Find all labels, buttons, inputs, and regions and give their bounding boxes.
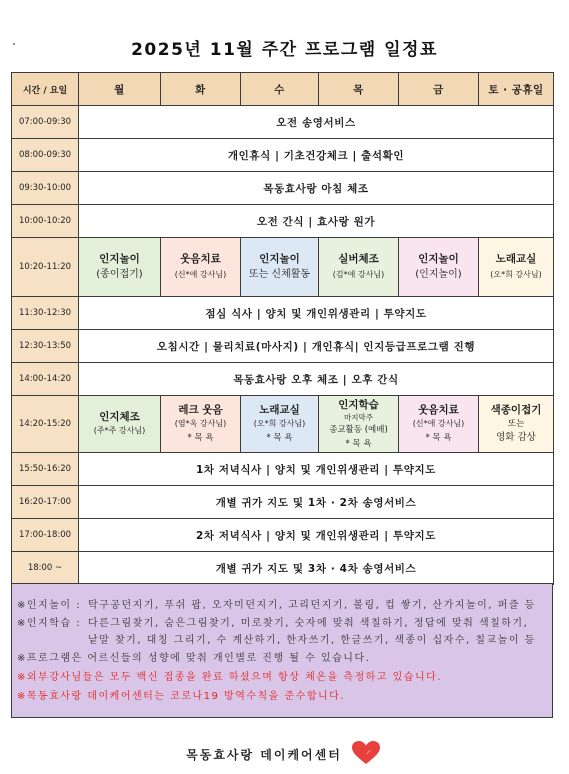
activity-cell: 개별 귀가 지도 및 3차 · 4차 송영서비스	[79, 552, 554, 585]
activity-cell: 오전 송영서비스	[79, 106, 554, 139]
program-detail: 영화 감상	[496, 432, 536, 443]
header-day-sat-holiday: 토 · 공휴일	[479, 73, 554, 106]
program-detail: 또는 신체활동	[248, 269, 311, 280]
time-cell: 11:30-12:30	[12, 297, 79, 330]
program-cell-sat	[479, 238, 554, 297]
program-title: 노래교실	[259, 404, 300, 416]
program-cell-thu	[319, 396, 399, 453]
program-detail: (종이접기)	[96, 269, 143, 280]
schedule-row	[12, 519, 554, 552]
heart-logo-icon	[352, 741, 380, 765]
schedule-row	[12, 172, 554, 205]
time-cell: 08:00-09:30	[12, 139, 79, 172]
notes-box	[11, 583, 553, 718]
activity-cell: 오전 간식 | 효사랑 원가	[79, 205, 554, 238]
center-name: 목동효사랑 데이케어센터	[186, 748, 342, 762]
header-day-tue: 화	[161, 73, 241, 106]
note-cognitive-learning	[17, 615, 548, 650]
activity-cell: 오침시간 | 물리치료(마사지) | 개인휴식| 인지등급프로그램 진행	[79, 330, 554, 363]
time-cell: 14:00-14:20	[12, 363, 79, 396]
program-instructor: (신*애 강사님)	[412, 419, 465, 428]
note-text: 낱말 찾기, 대칭 그리기, 수 계산하기, 한자쓰기, 한글쓰기, 색종이 십자수, 칠교놀이 등	[88, 635, 536, 646]
header-row	[12, 73, 554, 106]
note-cognitive-play	[17, 597, 548, 615]
activity-cell: 2차 저녁식사 | 양치 및 개인위생관리 | 투약지도	[79, 519, 554, 552]
program-instructor: (김*애 강사님)	[332, 270, 385, 279]
weekly-schedule-table	[11, 72, 554, 585]
program-cell-thu	[319, 238, 399, 297]
program-instructor: (염*옥 강사님)	[174, 419, 227, 428]
header-time-label: 시간 / 요일	[12, 73, 79, 106]
activity-cell: 점심 식사 | 양치 및 개인위생관리 | 투약지도	[79, 297, 554, 330]
time-cell: 10:00-10:20	[12, 205, 79, 238]
activity-cell: 1차 저녁식사 | 양치 및 개인위생관리 | 투약지도	[79, 453, 554, 486]
page-title: 2025년 11월 주간 프로그램 일정표	[131, 40, 438, 60]
program-title: 인지놀이	[99, 253, 140, 265]
schedule-row	[12, 106, 554, 139]
time-cell: 18:00 ~	[12, 552, 79, 585]
note-label: ※인지놀이 :	[17, 600, 82, 611]
program-cell-tue	[161, 238, 241, 297]
time-cell: 10:20-11:20	[12, 238, 79, 297]
program-bath-note: * 목 욕	[425, 433, 452, 443]
schedule-row-programs-morning	[12, 238, 554, 297]
schedule-row	[12, 205, 554, 238]
activity-cell: 목동효사랑 아침 체조	[79, 172, 554, 205]
note-label: ※인지학습 :	[17, 617, 82, 629]
program-cell-fri	[399, 396, 479, 453]
time-cell: 16:20-17:00	[12, 486, 79, 519]
program-title: 인지놀이	[418, 253, 459, 265]
header-day-thu: 목	[319, 73, 399, 106]
program-detail: 또는	[507, 419, 525, 429]
time-cell: 12:30-13:50	[12, 330, 79, 363]
note-covid-alert: ※목동효사랑 데이케어센터는 코로나19 방역수칙을 준수합니다.	[17, 690, 345, 702]
schedule-row	[12, 139, 554, 172]
program-title: 실버체조	[338, 253, 379, 265]
program-title: 노래교실	[495, 253, 537, 265]
note-program: ※프로그램은 어르신들의 성향에 맞춰 개인별로 진행 될 수 있습니다.	[17, 652, 371, 664]
program-cell-mon	[79, 396, 161, 453]
program-cell-mon	[79, 238, 161, 297]
program-title: 웃음치료	[180, 253, 221, 265]
schedule-row-programs-afternoon	[12, 396, 554, 453]
activity-cell: 목동효사랑 오후 체조 | 오후 간식	[79, 363, 554, 396]
activity-cell: 개별 귀가 지도 및 1차 · 2차 송영서비스	[79, 486, 554, 519]
program-instructor: (주*주 강사님)	[93, 426, 146, 435]
program-title: 인지학습	[338, 398, 379, 411]
program-title: 웃음치료	[418, 404, 459, 416]
schedule-row	[12, 297, 554, 330]
schedule-row	[12, 453, 554, 486]
note-text-block	[88, 615, 536, 650]
note-text: 탁구공던지기, 푸쉬 팝, 오자미던지기, 고리던지기, 볼링, 컵 쌓기, 산가지놀이, 퍼즐 등	[88, 600, 536, 611]
schedule-row	[12, 552, 554, 585]
header-day-wed: 수	[241, 73, 319, 106]
program-title: 색종이접기	[490, 404, 542, 416]
time-cell: 14:20-15:20	[12, 396, 79, 453]
header-day-mon: 월	[79, 73, 161, 106]
activity-cell: 개인휴식 | 기초건강체크 | 출석확인	[79, 139, 554, 172]
program-cell-wed	[241, 238, 319, 297]
header-day-fri: 금	[399, 73, 479, 106]
program-detail: (인지놀이)	[415, 269, 462, 280]
program-cell-wed	[241, 396, 319, 453]
program-last-week-label: 마지막주	[344, 412, 373, 422]
program-title: 인지체조	[99, 411, 140, 423]
program-bath-note: * 목 욕	[345, 438, 372, 449]
program-title: 레크 웃음	[178, 404, 223, 416]
program-cell-tue	[161, 396, 241, 453]
program-cell-sat	[479, 396, 554, 453]
program-instructor: (신*애 강사님)	[174, 270, 227, 279]
program-bath-note: * 목 욕	[266, 433, 293, 443]
time-cell: 15:50-16:20	[12, 453, 79, 486]
schedule-row	[12, 363, 554, 396]
heart-shape	[352, 741, 380, 764]
program-detail: 종교활동 (예배)	[329, 424, 388, 435]
program-title: 인지놀이	[259, 253, 300, 265]
time-cell: 17:00-18:00	[12, 519, 79, 552]
time-cell: 09:30-10:00	[12, 172, 79, 205]
note-text: 다른그림찾기, 숨은그림찾기, 미로찾기, 숫자에 맞춰 색칠하기, 정답에 맞춰 색칠하기,	[88, 617, 529, 629]
program-cell-fri	[399, 238, 479, 297]
program-bath-note: * 목 욕	[187, 433, 214, 443]
note-instructor-alert: ※외부강사님들은 모두 백신 접종을 완료 하셨으며 항상 체온을 측정하고 있습니다.	[17, 671, 442, 683]
schedule-row	[12, 330, 554, 363]
program-instructor: (오*희 강사님)	[490, 270, 542, 279]
time-cell: 07:00-09:30	[12, 106, 79, 139]
program-instructor: (오*희 강사님)	[253, 419, 306, 428]
schedule-row	[12, 486, 554, 519]
